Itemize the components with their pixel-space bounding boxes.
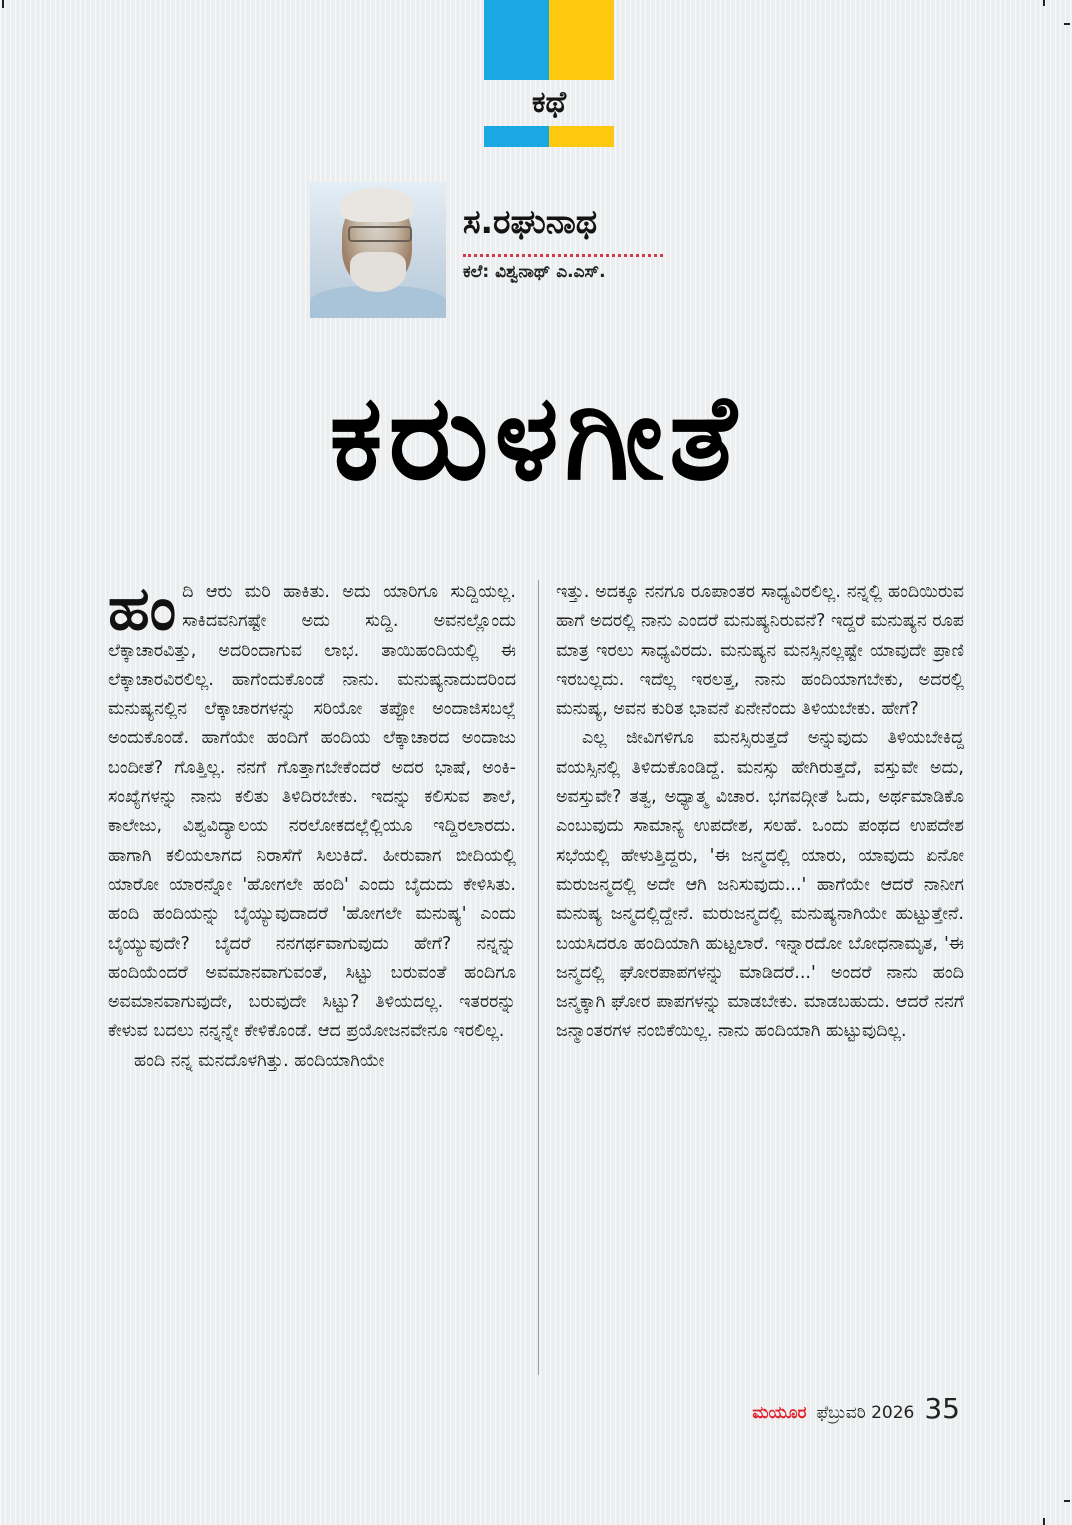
crop-mark (1043, 0, 1045, 6)
illustrator-credit: ಕಲೆ: ವಿಶ್ವನಾಥ್ ಎ.ಎಸ್. (463, 262, 606, 282)
column-divider (538, 580, 539, 1375)
crop-mark (1064, 23, 1070, 25)
paragraph: ಎಲ್ಲ ಜೀವಿಗಳಿಗೂ ಮನಸ್ಸಿರುತ್ತದೆ ಅನ್ನುವುದು ತಿಳಿಯಬೇಕಿದ್ದ ವಯಸ್ಸಿನಲ್ಲಿ ತಿಳಿದುಕೊಂಡಿದ್ದೆ. ಮನಸ್ಸು ಹೇಗಿರುತ್ತದೆ, ವಸ್ತುವೇ ಅದು, ಅವಸ್ತುವೇ? ತತ್ವ, ಅಧ್ಯಾತ್ಮ ವಿಚಾರ. ಭಗವದ್ಗೀತೆ ಓದು, ಅರ್ಥಮಾಡಿಕೊ ಎಂಬುವುದು ಸಾಮಾನ್ಯ ಉಪದೇಶ, ಸಲಹೆ. ಒಂದು ಪಂಥದ ಉಪದೇಶ ಸಭೆಯಲ್ಲಿ ಹೇಳುತ್ತಿದ್ದರು, 'ಈ ಜನ್ಮದಲ್ಲಿ ಯಾರು, ಯಾವುದು ಏನೋ ಮರುಜನ್ಮದಲ್ಲಿ ಅದೇ ಆಗಿ ಜನಿಸುವುದು...' ಹಾಗೆಯೇ ಆದರೆ ನಾನೀಗ ಮನುಷ್ಯ ಜನ್ಮದಲ್ಲಿದ್ದೇನೆ. ಮರುಜನ್ಮದಲ್ಲಿ ಮನುಷ್ಯನಾಗಿಯೇ ಹುಟ್ಟುತ್ತೇನೆ. ಬಯಸಿದರೂ ಹಂದಿಯಾಗಿ ಹುಟ್ಟಲಾರೆ. ಇನ್ನಾರದೋ ಬೋಧನಾಮೃತ, 'ಈ ಜನ್ಮದಲ್ಲಿ ಘೋರಪಾಪಗಳನ್ನು ಮಾಡಿದರೆ...' ಅಂದರೆ ನಾನು ಹಂದಿ ಜನ್ಮಕ್ಕಾಗಿ ಘೋರ ಪಾಪಗಳನ್ನು ಮಾಡಬೇಕು. ಮಾಡಬಹುದು. ಆದರೆ ನನಗೆ ಜನ್ಮಾಂತರಗಳ ನಂಬಿಕೆಯಿಲ್ಲ. ನಾನು ಹಂದಿಯಾಗಿ ಹುಟ್ಟುವುದಿಲ್ಲ. (556, 728, 964, 1042)
paragraph-text: ದಿ ಆರು ಮರಿ ಹಾಕಿತು. ಅದು ಯಾರಿಗೂ ಸುದ್ದಿಯಲ್ಲ. ಸಾಕಿದವನಿಗಷ್ಟೇ ಅದು ಸುದ್ದಿ. ಅವನಲ್ಲೊಂದು ಲೆಕ್ಕಾಚಾರವಿತ್ತು, ಅದರಿಂದಾಗುವ ಲಾಭ. ತಾಯಿಹಂದಿಯಲ್ಲಿ ಈ ಲೆಕ್ಕಾಚಾರವಿರಲಿಲ್ಲ. ಹಾಗೆಂದುಕೊಂಡೆ ನಾನು. ಮನುಷ್ಯನಾದುದರಿಂದ ಮನುಷ್ಯನಲ್ಲಿನ ಲೆಕ್ಕಾಚಾರಗಳನ್ನು ಸರಿಯೋ ತಪ್ಪೋ ಅಂದಾಜಿಸಬಲ್ಲೆ ಅಂದುಕೊಂಡೆ. ಹಾಗೆಯೇ ಹಂದಿಗೆ ಹಂದಿಯ ಲೆಕ್ಕಾಚಾರದ ಅಂದಾಜು ಬಂದೀತೆ? ಗೊತ್ತಿಲ್ಲ. ನನಗೆ ಗೊತ್ತಾಗಬೇಕೆಂದರೆ ಅದರ ಭಾಷೆ, ಅಂಕಿ- ಸಂಖ್ಯೆಗಳನ್ನು ನಾನು ಕಲಿತು ತಿಳಿದಿರಬೇಕು. ಇದನ್ನು ಕಲಿಸುವ ಶಾಲೆ, ಕಾಲೇಜು, ವಿಶ್ವವಿದ್ಯಾಲಯ ನರಲೋಕದಲ್ಲೆಲ್ಲಿಯೂ ಇದ್ದಿರಲಾರದು. ಹಾಗಾಗಿ ಕಲಿಯಲಾಗದ ನಿರಾಸೆಗೆ ಸಿಲುಕಿದೆ. ಹೀರುವಾಗ ಬೀದಿಯಲ್ಲಿ ಯಾರೋ ಯಾರನ್ನೋ 'ಹೋಗಲೇ ಹಂದಿ' ಎಂದು ಬೈದುದು ಕೇಳಿಸಿತು. ಹಂದಿ ಹಂದಿಯನ್ನು ಬೈಯ್ಯುವುದಾದರೆ 'ಹೋಗಲೇ ಮನುಷ್ಯ' ಎಂದು ಬೈಯ್ಯುವುದೇ? ಬೈದರೆ ನನಗರ್ಥವಾಗುವುದು ಹೇಗೆ? ನನ್ನನ್ನು ಹಂದಿಯೆಂದರೆ ಅವಮಾನವಾಗುವಂತೆ, ಸಿಟ್ಟು ಬರುವಂತೆ ಹಂದಿಗೂ ಅವಮಾನವಾಗುವುದೇ, ಬರುವುದೇ ಸಿಟ್ಟು? ತಿಳಿಯದಲ್ಲ. ಇತರರನ್ನು ಕೇಳುವ ಬದಲು ನನ್ನನ್ನೇ ಕೇಳಿಕೊಂಡೆ. ಆದ ಪ್ರಯೋಜನವೇನೂ ಇರಲಿಲ್ಲ. (108, 582, 516, 1042)
issue-date: ಫೆಬ್ರುವರಿ 2026 (816, 1403, 915, 1423)
paragraph: ಹಂದಿ ನನ್ನ ಮನದೊಳಗಿತ್ತು. ಹಂದಿಯಾಗಿಯೇ (134, 1050, 385, 1071)
article-column-left (108, 574, 516, 1076)
drop-cap: ಹಂ (108, 574, 177, 644)
section-color-bar (484, 126, 614, 147)
blue-swatch (484, 0, 549, 80)
photo-glasses (348, 226, 412, 242)
story-title: ಕರುಳಗೀತೆ (329, 368, 743, 506)
paragraph (108, 574, 516, 1047)
crop-mark (2, 0, 4, 8)
yellow-swatch (549, 126, 614, 147)
photo-beard (350, 252, 406, 292)
photo-hair (340, 188, 414, 222)
page-number: 35 (924, 1392, 960, 1425)
magazine-logo: ಮಯೂರ (752, 1403, 807, 1423)
author-name: ಸ.ರಘುನಾಥ (463, 202, 598, 241)
page-footer (752, 1392, 960, 1425)
crop-mark (1064, 1500, 1070, 1502)
paragraph: ಇತ್ತು. ಅದಕ್ಕೂ ನನಗೂ ರೂಪಾಂತರ ಸಾಧ್ಯವಿರಲಿಲ್ಲ. ನನ್ನಲ್ಲಿ ಹಂದಿಯಿರುವ ಹಾಗೆ ಅದರಲ್ಲಿ ನಾನು ಎಂದರೆ ಮನುಷ್ಯನಿರುವನೆ? ಇದ್ದರೆ ಮನುಷ್ಯನ ರೂಪ ಮಾತ್ರ ಇರಲು ಸಾಧ್ಯವಿರದು. ಮನುಷ್ಯನ ಮನಸ್ಸಿನಲ್ಲಷ್ಟೇ ಯಾವುದೇ ಪ್ರಾಣಿ ಇರಬಲ್ಲದು. ಇದೆಲ್ಲ ಇರಲತ್ತ, ನಾನು ಹಂದಿಯಾಗಬೇಕು, ಅದರಲ್ಲಿ ಮನುಷ್ಯ, ಅವನ ಕುರಿತ ಭಾವನೆ ಏನೇನೆಂದು ತಿಳಿಯಬೇಕು. ಹೇಗೆ? (556, 582, 964, 720)
crop-mark (1043, 1518, 1045, 1525)
article-column-right (556, 578, 964, 1047)
section-label: ಕಥೆ (531, 85, 567, 120)
section-color-block (484, 0, 614, 80)
dotted-divider (463, 254, 663, 257)
yellow-swatch (549, 0, 614, 80)
section-header (484, 0, 614, 147)
author-photo (310, 182, 446, 318)
blue-swatch (484, 126, 549, 147)
